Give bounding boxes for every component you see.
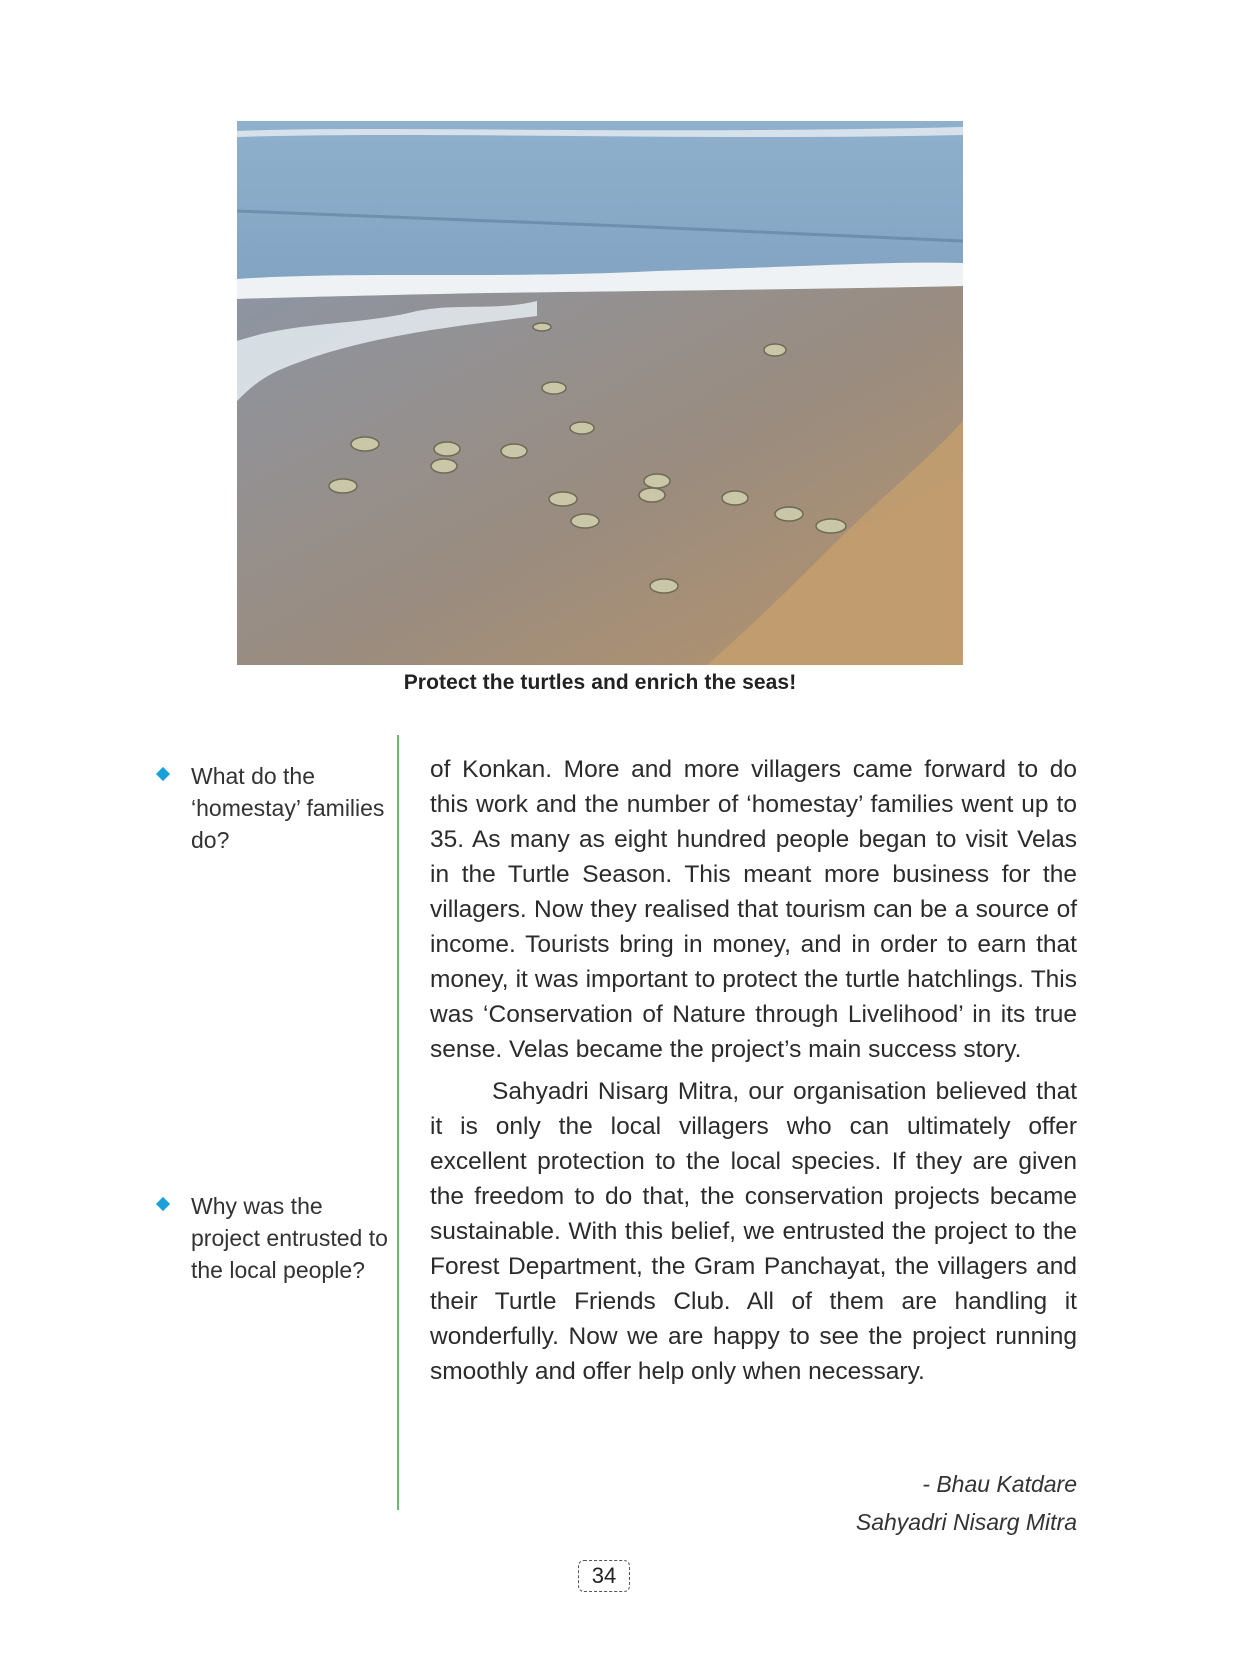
signature bbox=[856, 1465, 1077, 1541]
margin-question-text: What do the ‘homestay’ families do? bbox=[191, 763, 385, 853]
margin-question-text: Why was the project entrusted to the local people? bbox=[191, 1193, 388, 1283]
signature-author: - Bhau Katdare bbox=[922, 1471, 1077, 1497]
signature-organisation: Sahyadri Nisarg Mitra bbox=[855, 1509, 1077, 1535]
column-divider bbox=[397, 735, 399, 1510]
body-text bbox=[430, 752, 1077, 1396]
page-number: 34 bbox=[578, 1560, 630, 1592]
diamond-bullet-icon bbox=[156, 767, 170, 781]
figure-caption: Protect the turtles and enrich the seas! bbox=[403, 671, 797, 694]
diamond-bullet-icon bbox=[156, 1197, 170, 1211]
body-paragraph: Sahyadri Nisarg Mitra, our organisation believed that it is only the local villagers who can ultimately offer excellent protection to the local species. If they are given the freedom to do that, the conservation projects became sustainable. With this belief, we entrusted the project to the Forest Department, the Gram Panchayat, the villagers and their Turtle Friends Club. All of them are handling it wonderfully. Now we are happy to see the project running smoothly and offer help only when necessary. bbox=[430, 1078, 1077, 1385]
turtle-hatchlings-photo bbox=[237, 121, 963, 665]
body-paragraph: of Konkan. More and more villagers came forward to do this work and the number of ‘homestay’ families went up to 35. As many as eight hundred people began to visit Velas in the Turtle Season. This meant more business for the villagers. Now they realised that tourism can be a source of income. Tourists bring in money, and in order to earn that money, it was important to protect the turtle hatchlings. This was ‘Conservation of Nature through Livelihood’ in its true sense. Velas became the project’s main success story. bbox=[430, 756, 1077, 1063]
